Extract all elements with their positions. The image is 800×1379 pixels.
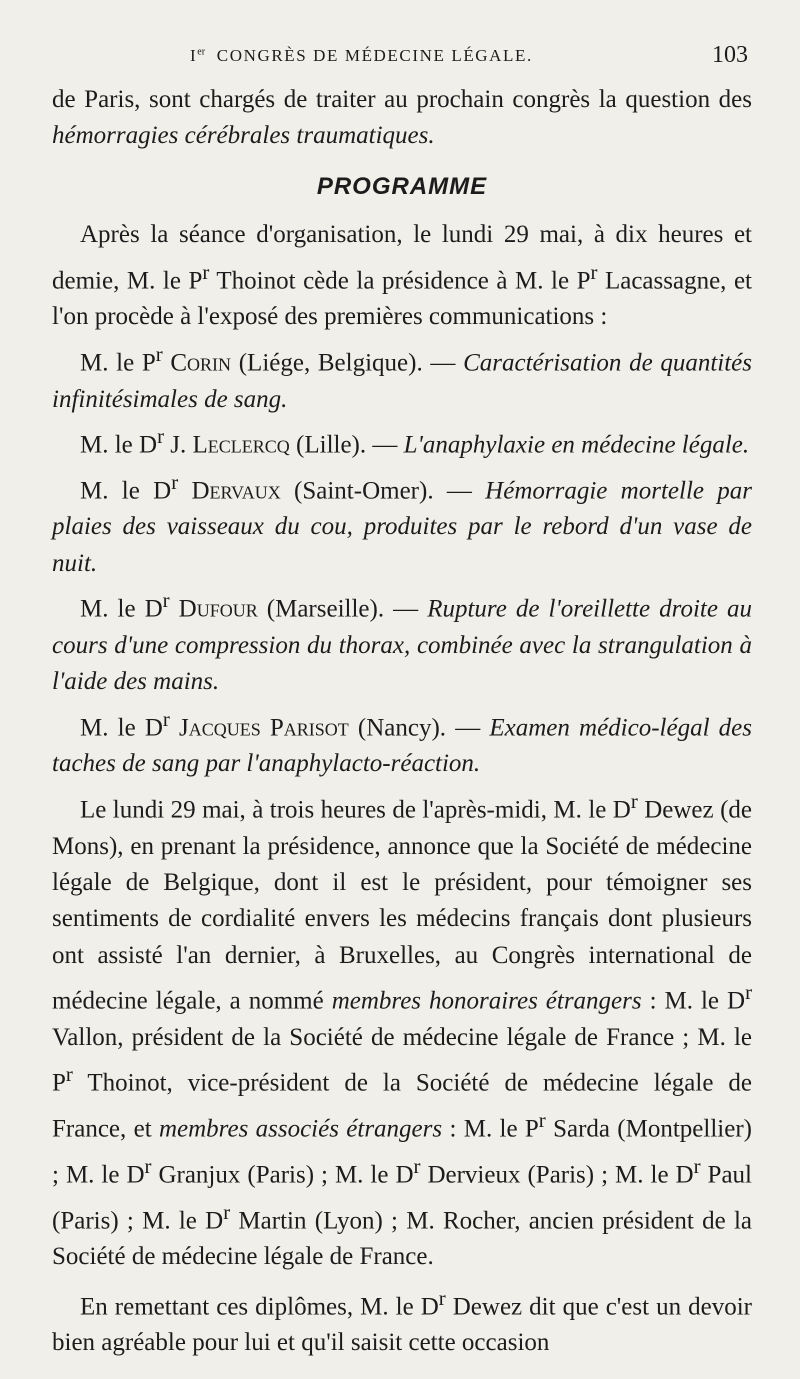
body-text bbox=[52, 82, 752, 1362]
paragraph-continuation: de Paris, sont chargés de traiter au prochain congrès la question des hémorragies cérébrales traumatiques. bbox=[52, 86, 752, 150]
communication-item: M. le $D^r$ Jacques Parisot (Nancy). — Examen médico-légal des taches de sang par l'anaphylacto-réaction. bbox=[52, 706, 752, 778]
communication-item: M. le $D^r$ J. Leclercq (Lille). — L'anaphylaxie en médecine légale. bbox=[80, 423, 750, 459]
page-header bbox=[0, 40, 800, 76]
paragraph-intro: Après la séance d'organisation, le lundi 29 mai, à dix heures et demie, M. le $P^r$ Thoinot cède la présidence à M. le $P^r$ Lacassagne, et l'on procède à l'exposé des premières communications : bbox=[52, 221, 752, 331]
paragraph-dewez: Le lundi 29 mai, à trois heures de l'après-midi, M. le $D^r$ Dewez (de Mons), en prenant la présidence, annonce que la Société de médecine légale de Belgique, dont il est le président, pour témoigner ses sentiments de cordialité envers les médecins français dont plusieurs ont assisté l'an dernier, à Bruxelles, au Congrès international de médecine légale, a nommé membres honoraires étrangers : M. le $D^r$ Vallon, président de la Société de médecine légale de France ; M. le $P^r$ Thoinot, vice-président de la Société de médecine légale de France, et membres associés étrangers : M. le $P^r$ Sarda (Montpellier) ; M. le $D^r$ Granjux (Paris) ; M. le $D^r$ Dervieux (Paris) ; M. le $D^r$ Paul (Paris) ; M. le $D^r$ Martin (Lyon) ; M. Rocher, ancien président de la Société de médecine légale de France. bbox=[52, 788, 753, 1271]
paragraph-closing: En remettant ces diplômes, M. le $D^r$ Dewez dit que c'est un devoir bien agréable pour lui et qu'il saisit cette occasion bbox=[52, 1285, 753, 1357]
communication-item: M. le $D^r$ Dufour (Marseille). — Rupture de l'oreillette droite au cours d'une compression du thorax, combinée avec la strangulation à l'aide des mains. bbox=[52, 588, 752, 696]
page-number: 103 bbox=[712, 42, 748, 68]
section-title: PROGRAMME bbox=[316, 172, 488, 200]
communication-item: M. le $P^r$ Corin (Liége, Belgique). — Caractérisation de quantités infinitésimales de sang. bbox=[52, 341, 752, 413]
communication-item: M. le $D^r$ Dervaux (Saint-Omer). — Hémorragie mortelle par plaies des vaisseaux du cou, produites par le rebord d'un vase de nuit. bbox=[52, 469, 753, 577]
running-title: Ier CONGRÈS DE MÉDECINE LÉGALE. bbox=[190, 46, 533, 65]
